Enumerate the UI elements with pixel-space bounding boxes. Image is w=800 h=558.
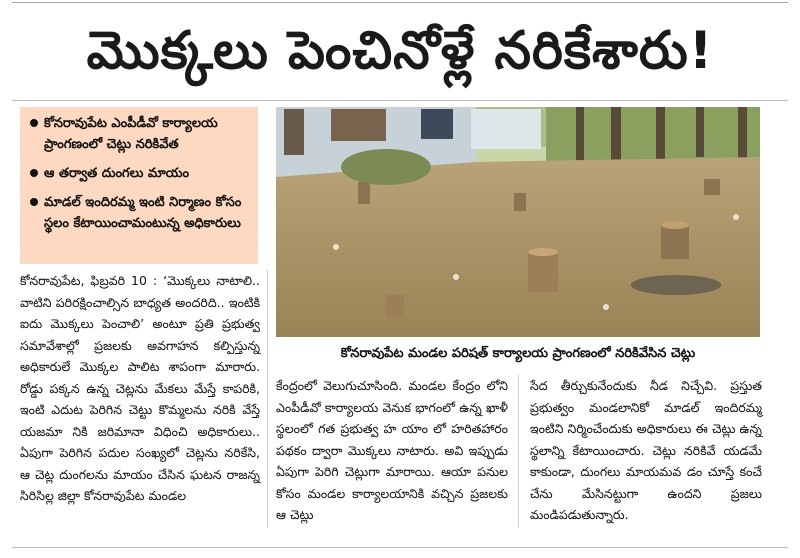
photo-caption: కోనరావుపేట మండల పరిషత్ కార్యాలయ ప్రాంగణంలో నరికివేసిన చెట్లు — [340, 346, 696, 361]
column-divider — [267, 270, 268, 528]
news-photo — [276, 107, 760, 337]
highlight-item — [30, 163, 252, 184]
article-column-2: కేంద్రంలో వెలుగుచూసింది. మండల కేంద్రం లోని ఎంపీడీవో కార్యాలయ వెనుక భాగంలో ఉన్న ఖాళీ స్థలంలో గత ప్రభుత్వ హ యాం లో హరితహారం పథకం ద్వారా మొక్కలు నాటారు. అవి ఇప్పుడు ఏపుగా పెరిగి చెట్లుగా మారాయి. ఆయా పనుల కోసం మండల కార్యాలయానికి వచ్చిన ప్రజలకు ఆ చెట్లు — [276, 378, 508, 522]
bullet-icon — [30, 198, 38, 206]
bottom-rule — [12, 547, 788, 548]
highlight-item — [30, 113, 252, 155]
top-rule — [12, 2, 788, 3]
highlight-text: ఆ తర్వాత దుంగలు మాయం — [44, 166, 190, 181]
cut-trees-photo — [276, 107, 760, 337]
bullet-icon — [30, 119, 38, 127]
highlight-text: కోనరావుపేట ఎంపీడీవో కార్యాలయ ప్రాంగణంలో చెట్లు నరికివేత — [44, 116, 218, 152]
highlight-text: మాడల్ ఇందిరమ్మ ఇంటి నిర్మాణం కోసం స్థలం కేటాయించామంటున్న అధికారులు — [44, 195, 242, 231]
headline-rule — [12, 100, 788, 101]
bullet-icon — [30, 169, 38, 177]
highlight-item — [30, 192, 252, 234]
article-column-1: కోనరావుపేట, ఫిబ్రవరి 10 : ‘మొక్కలు నాటాలి.. వాటిని పరిరక్షించాల్సిన బాధ్యత అందరిది.. ఇంటికి ఐదు మొక్కలు పెంచాలి’ అంటూ ప్రతి ప్రభుత్వ సమావేశాల్లో ప్రజలకు అవగాహన కల్పిస్తున్న అధికారులే మొక్కల పాలిట శాపంగా మారారు. రోడ్డు పక్కన ఉన్న చెట్లను మేకలు మేస్తే కాపరికి, ఇంటి ఎదుట పెరిగిన చెట్టు కొమ్మలను నరికి వేస్తే యజమా నికి జరిమానా విధించి అధికారులు.. ఏపుగా పెరిగిన పదుల సంఖ్యలో చెట్లను నరికేసి, ఆ చెట్ల దుంగలను మాయం చేసిన ఘటన రాజన్న సిరిసిల్ల జిల్లా కోనరావుపేట మండల — [20, 273, 260, 503]
headline: మొక్కలు పెంచినోళ్లే నరికేశారు! — [86, 21, 714, 81]
column-divider — [518, 375, 519, 528]
article-column-3: సేద తీర్చుకునేందుకు నీడ నిచ్చేవి. ప్రస్తుత ప్రభుత్వం మండలానికో మాడల్ ఇందిరమ్మ ఇంటిని నిర్మించేందుకు అధికారులు ఈ చెట్లు ఉన్న స్థలాన్ని కేటాయించారు. చెట్లు నరికివే యడమే కాకుండా, దుంగలు మాయమవ డం చూస్తే కంచే చేను మేసినట్టుగా ఉందని ప్రజలు మండిపడుతున్నారు. — [530, 378, 762, 522]
highlights-box — [20, 107, 258, 264]
